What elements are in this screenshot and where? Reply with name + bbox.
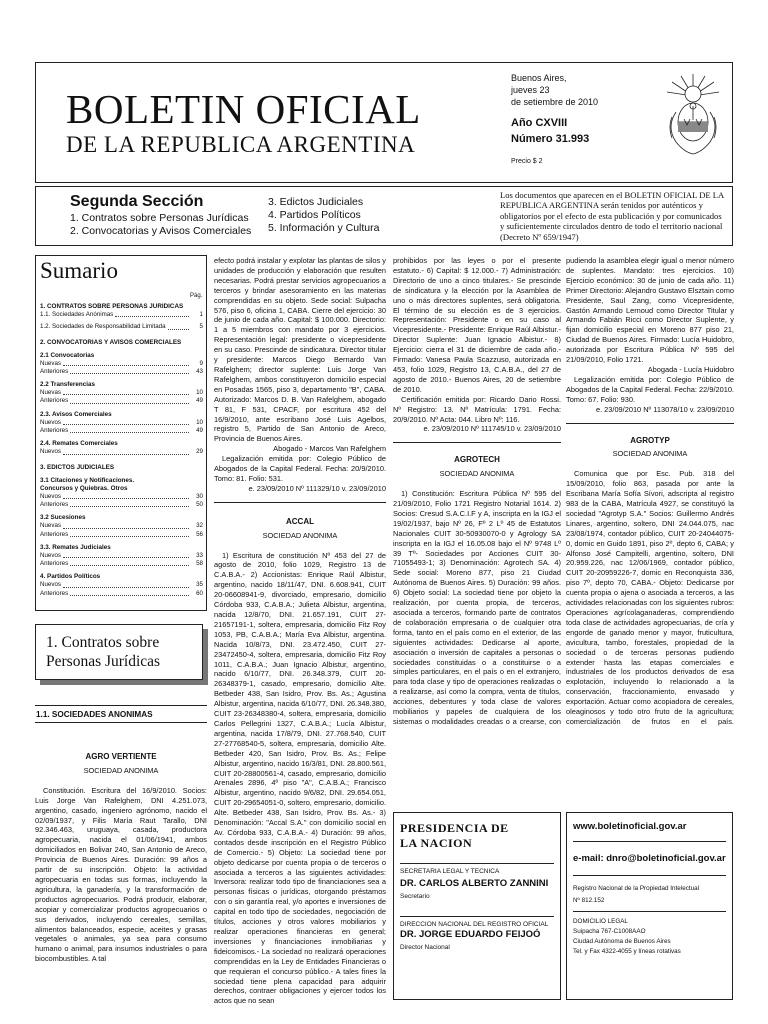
divider <box>573 911 726 912</box>
notice-divider <box>566 423 734 424</box>
sumario-row-label: Anteriores <box>40 500 69 508</box>
sumario-group-head: 3.2 Sucesiones <box>40 514 86 522</box>
notice-subheading: SOCIEDAD ANONIMA <box>612 449 688 459</box>
sumario-group-head: 3.3. Remates Judiciales <box>40 543 111 551</box>
section-box <box>35 624 203 680</box>
sumario-row-page: 33 <box>196 551 203 559</box>
notice-body: pudiendo la asamblea elegir igual o menor número de suplentes. Mandato: tres ejercicios. 10) Ejercicio económico: 30 de junio de cada año. 11) Primer Directorio: Alejandro Gustavo Elsztain como Presidente, Saul Zang, como Vicepresidente, Gastón Armando Lernoud como Director Titular y Armando Fabián Ricci como Director Suplente, y fijan domicilio especial en Moreno 877 piso 21, Ciudad de Buenos Aires. Firmado: Lucía Huidobro, autorizada por Escritura Pública Nº 595 del 21/09/2010, Folio 1721. <box>566 256 734 365</box>
official-name: DR. CARLOS ALBERTO ZANNINI <box>400 878 549 889</box>
sumario-row-label: Anteriores <box>40 397 69 405</box>
sumario-row[interactable] <box>40 560 203 568</box>
section-box-line: Personas Jurídicas <box>46 653 161 670</box>
notice-reference: e. 23/09/2010 Nº 111745/10 v. 23/09/2010 <box>423 424 561 434</box>
notice-divider <box>393 442 561 443</box>
notice-reference: e. 23/09/2010 Nº 113078/10 v. 23/09/2010 <box>595 404 734 414</box>
sumario-row[interactable] <box>40 501 203 509</box>
sumario-row-label: Nuevas <box>40 389 61 397</box>
sumario-group-head: 2.4. Remates Comerciales <box>40 440 118 448</box>
sumario-row-label: Anteriores <box>40 427 69 435</box>
office-name: SECRETARIA LEGAL Y TECNICA <box>400 868 500 875</box>
sumario-row-label: Nuevos <box>40 551 61 559</box>
masthead-price: Precio $ 2 <box>511 158 543 165</box>
notice-body: prohibidos por las leyes o por el presente estatuto.- 6) Capital: $ 12.000.- 7) Administración: Directorio de uno a cinco titulares.- Se prescinde de sindicatura y la elección por la Asamblea de uno o más directores suplentes, será obligatoria. El término de su elección es de 3 ejercicios. Representación: Presidente o en su caso al Vicepresidente.- Presidente: Enrique Raúl Albistur.- Director Suplente: Juan Ignacio Albistur.- 8) Ejercicio: cierra el 31 de diciembre de cada año.- Firmado: Vanesa Paula Scazzuso, autorizada en 453, folio 1029, Registro 13, C.A.B.A., del 27 de agosto de 2010.- Buenos Aires, 20 de setiembre de 2010. <box>393 256 561 394</box>
section-box-line: 1. Contratos sobre <box>46 634 160 651</box>
dot-leader <box>63 493 189 499</box>
presidency-title: PRESIDENCIA DE <box>400 821 509 835</box>
section-item: 3. Edictos Judiciales <box>268 196 364 208</box>
sumario-row-label: Nuevos <box>40 492 61 500</box>
notice-divider <box>214 502 386 503</box>
divider <box>400 863 554 864</box>
section-items-right <box>268 196 379 235</box>
column-2 <box>214 256 386 1007</box>
presidency-title: LA NACION <box>400 836 473 850</box>
sumario-group-head: 2.2 Transferencias <box>40 381 95 389</box>
sumario-group-head: 2.3. Avisos Comerciales <box>40 410 112 418</box>
notice-reference: e. 23/09/2010 Nº 111329/10 v. 23/09/2010 <box>248 483 386 493</box>
sumario-row-page: 58 <box>196 560 203 568</box>
sumario-row[interactable] <box>40 590 203 598</box>
subsection-title: 1.1. SOCIEDADES ANONIMAS <box>36 710 153 719</box>
sumario-row-page: 35 <box>196 581 203 589</box>
sumario-row-page: 1 <box>199 311 203 318</box>
sumario-row-page: 50 <box>196 500 203 508</box>
section-item: 2. Convocatorias y Avisos Comerciales <box>70 225 252 237</box>
dot-leader <box>63 360 189 366</box>
notice-body: 1) Constitución: Escritura Pública Nº 595 del 21/09/2010, Folio 1721 Registro Notarial 1614. 2) Socios: Cresud S.A.C.I.F y A, inscripta en la IGJ el 19/02/1937, bajo Nº 26, Fº 2 Lº 45 de Estatutos Nacionales CUIT 30-50930070-0 y Agrology SA inscripta en la IGJ el 16.05.08 bajo el Nº 9748 Lº 39 Tº- Sociedades por Acciones CUIT 30-71055493-1; 3) Denominación: Agrotech SA. 4) Sede social: Moreno 877, piso 21 Ciudad Autónoma de Buenos Aires. 5) Duración: 99 años. 6) Objeto social: La sociedad tiene por objeto la realización, por cuenta propia, de terceros, asociada a terceros, formando parte de contratos de colaboración empresaria o de cualquier otra forma, tanto en el país como en el exterior, de las siguientes actividades: Dedicarse al aporte, asociación o inversión de capitales a personas o sociedades constituidas o a constituirse o a simples particulares, en el país o en el extranjero, para toda clase y tipo de operaciones realizadas o a realizarse, así como la compra, venta de títulos, acciones, debentures y toda clase de valores mobiliarios y papeles de cualquiera de los sistemas o modalidades creadas o a crearse, con <box>393 489 561 726</box>
sumario-row-page: 10 <box>196 418 203 426</box>
email-link[interactable]: e-mail: dnro@boletinoficial.gov.ar <box>573 853 726 864</box>
divider <box>573 841 726 842</box>
sumario-row[interactable] <box>40 581 203 589</box>
sumario-row-page: 29 <box>196 448 203 456</box>
sumario-row-page: 60 <box>196 589 203 597</box>
sumario-row[interactable] <box>40 522 203 530</box>
column-4 <box>566 256 734 726</box>
sumario-row[interactable] <box>40 448 203 456</box>
notice-certification: Certificación emitida por: Ricardo Dario Rossi. Nº Registro: 13. Nº Matrícula: 1791. Fecha: 20/9/2010. Nº Acta: 044. Libro Nº: 116. <box>393 394 561 424</box>
divider <box>400 916 554 917</box>
dot-leader <box>63 552 189 558</box>
sumario-row[interactable] <box>40 311 203 319</box>
sumario-row-page: 10 <box>196 389 203 397</box>
legal-address-label: DOMICILIO LEGAL <box>573 918 628 925</box>
masthead-year: Año CXVIII <box>511 117 568 129</box>
sumario-title: Sumario <box>40 258 118 283</box>
sumario-row-page: 32 <box>196 522 203 530</box>
sumario-group-head: 4. Partidos Políticos <box>40 573 101 581</box>
sumario-row-page: 49 <box>196 397 203 405</box>
masthead-date-block <box>511 72 598 108</box>
sumario-row-page: 43 <box>196 367 203 375</box>
website-link[interactable]: www.boletinoficial.gov.ar <box>573 821 687 832</box>
section-item: 4. Partidos Políticos <box>268 209 361 221</box>
section-item: 5. Información y Cultura <box>268 222 380 234</box>
sumario-row-label: Nuevas <box>40 522 61 530</box>
notice-legalization: Legalización emitida por: Colegio Público de Abogados de la Capital Federal. Fecha: 22/9/2010. Tomo: 67. Folio: 930. <box>566 374 734 404</box>
dot-leader <box>70 368 189 374</box>
footer-contact-box <box>566 812 733 1000</box>
masthead-city: Buenos Aires, <box>511 73 567 83</box>
sumario-row-page: 5 <box>199 323 203 331</box>
sumario-row[interactable] <box>40 552 203 560</box>
notice-subheading: SOCIEDAD ANONIMA <box>83 765 159 775</box>
legal-address: Ciudad Autónoma de Buenos Aires <box>573 938 671 945</box>
sumario-row[interactable] <box>40 368 203 376</box>
notice-body: Comunica que por Esc. Pub. 318 del 15/09/2010, folio 863, pasada por ante la Escribana María Sofía Sívori, adscripta al registro 983 de la CABA, Matrícula 4927, se constituyó la sociedad "Agrotyp S.A." Socios: Guillermo Andrés Linares, argentino, soltero, DNI 24.044.075, nac 23/08/1974, contador público, CUIT 20-24044075-0, domic en Guido 1891, piso 2º, depto 6, CABA; y Alfonso José Campitelli, argentino, soltero, DNI 20.959.226, nac 12/06/1969, contador público, CUIT 20-20959226-7, domic en Reconquista 336, piso 7º, depto 70, CABA.- Objeto: Dedicarse por cuenta propia o ajena o asociada a terceros, a las actividades relacionadas con los siguientes rubros: Operaciones agrícolaganaderas, comprendiendo toda clase de actividades agropecuarias, de cría y engorde de ganado menor y mayor, fruticultura, avicultura, tambo, forestales, propiedad de la sociedad o de terceras personas pudiendo extender hasta las etapas comerciales e industriales de los productos derivados de esa explotación, incluyendo lo relacionado a la conservación, fraccionamiento, envasado y exportación. Actuar como acopiadora de cereales, oleaginosos y todo otro fruto de la agricultura; comercialización de frutos en el país. <box>566 469 734 726</box>
sumario-list <box>40 298 203 598</box>
subsection-rule <box>35 722 207 723</box>
sumario-row[interactable] <box>40 360 203 368</box>
official-role: Director Nacional <box>400 944 450 951</box>
section-title: Segunda Sección <box>70 193 204 210</box>
column-3 <box>393 256 561 726</box>
masthead-title: BOLETIN OFICIAL <box>66 86 421 132</box>
dot-leader <box>168 323 189 329</box>
sumario-row-label: Nuevas <box>40 359 61 367</box>
dot-leader <box>115 311 189 317</box>
official-name: DR. JORGE EDUARDO FEIJOÓ <box>400 929 541 940</box>
dot-leader <box>70 427 189 433</box>
notice-heading: ACCAL <box>286 516 314 526</box>
sumario-row[interactable] <box>40 323 203 331</box>
sumario-row-page: 49 <box>196 427 203 435</box>
sumario-group-head: 2. CONVOCATORIAS Y AVISOS COMERCIALES <box>40 338 182 346</box>
dot-leader <box>63 448 189 454</box>
sumario-row[interactable] <box>40 531 203 539</box>
sumario-row-label: Nuevos <box>40 581 61 589</box>
sumario-row-label: Anteriores <box>40 589 69 597</box>
sumario-row-label: 1.2. Sociedades de Responsabilidad Limitada <box>40 323 166 331</box>
dot-leader <box>70 590 189 596</box>
dot-leader <box>63 581 189 587</box>
notice-signature: Abogado - Marcos Van Rafelghem <box>273 444 386 454</box>
sumario-group-head: 2.1 Convocatorias <box>40 351 95 359</box>
notice-body: 1) Escritura de constitución Nº 453 del 27 de agosto de 2010, folio 1029, Registro 13 de C.A.B.A.- 2) Accionistas: Enrique Raúl Albistur, argentino, nacido 18/11/47, DNI. 6.608.941, CUIT 20-06608941-9, divorciado, empresario, domicilio Córdoba 933, C.A.B.A.; Julieta Albistur, argentina, nacida 12/8/70, DNI. 21.657.191, CUIT 27-21657191-1, soltera, empresaria, domicilio Fitz Roy 1053, PB, C.A.B.A.; María Eva Albistur, argentina. Nacida 10/8/73, DNI. 23.472.450, CUIT 27-23472450-4, soltera, empresaria, domicilio Fitz Roy 1011, C.A.B.A.; Juan Ignacio Albistur, argentino, nacido 6/10/77, DNI. 26.348.379, CUIT 20-26348379-1, casado, empresario, domicilio Alte. Betbeder 438, San Isidro, Prov. Bs. As.; Agustina Albistur, argentina, nacida 6/10/77, DNI. 26.348.380, CUIT 23-26348380-4, soltera, empresaria, domicilio Carlos Pellegrini 1327, C.A.B.A.; Lucía Albistur, argentina, nacida 17/8/79, DNI. 27.768.540, CUIT 27-27768540-5, soltera, empresaria, domicilio Alte. Betbeder 420, San Isidro, Prov. Bs. As.; Felipe Albistur, argentino, nacido 16/3/81, DNI. 28.800.561, CUIT 20-28800561-4, casado, empresario, domicilio Arenales 2896, 4º piso "A", C.A.B.A.; Francisco Albistur, argentino, nacido 9/6/82, DNI. 29.654.051, CUIT 20-29654051-0, soltero, empresario, domicilio. Alte. Betbeder 438, San Isidro, Prov. Bs. As.- 3) Denominación: "Accal S.A." con domicilio social en Av. Córdoba 933, C.A.B.A.- 4) Duración: 99 años, contados desde inscripción en el Registro Público de Comercio.- 5) Objeto: La sociedad tiene por objeto dedicarse por cuenta propia o de terceros o asociada a terceros a las siguientes actividades: Inversora: realizar todo tipo de financiaciones sea a personas físicas o jurídicas, otorgando préstamos con o sin garantía real, y/o aportes e inversiones de capital en todo tipo de sociedades, negociación de títulos, acciones y otros valores mobiliarios y realizar operaciones financieras en general; inversiones y financiaciones inmobiliarias y fideicomisos.- La sociedad no realizará operaciones comprendidas en la Ley de Entidades Financieras o que requieran el concurso público.- A tales fines la sociedad tiene plena capacidad para adquirir derechos, contraer obligaciones y ejercer todos los actos que no sean <box>214 550 386 1006</box>
sumario-group-head: 3. EDICTOS JUDICIALES <box>40 463 115 471</box>
notice-signature: Abogada - Lucía Huidobro <box>647 364 734 374</box>
notice-legalization: Legalización emitida por: Colegio Público de Abogados de la Capital Federal. Fecha: 20/9/2010. Tomo: 81. Folio: 531. <box>214 454 386 483</box>
dot-leader <box>70 501 189 507</box>
sumario-row[interactable] <box>40 397 203 405</box>
column-1 <box>35 752 207 1004</box>
dot-leader <box>63 522 189 528</box>
dot-leader <box>70 560 189 566</box>
official-role: Secretario <box>400 893 430 900</box>
notice-heading: AGROTYP <box>630 435 670 445</box>
sumario-row-page: 30 <box>196 492 203 500</box>
dot-leader <box>70 531 189 537</box>
phone-line: Tel. y Fax 4322-4055 y líneas rotativas <box>573 948 681 955</box>
sumario-row[interactable] <box>40 493 203 501</box>
notice-subheading: SOCIEDAD ANONIMA <box>439 469 515 479</box>
sumario-row[interactable] <box>40 389 203 397</box>
sumario-row-label: Anteriores <box>40 367 69 375</box>
sumario-row-label: Nuevos <box>40 418 61 426</box>
sumario-row[interactable] <box>40 419 203 427</box>
sumario-row-label: Anteriores <box>40 530 69 538</box>
notice-heading: AGRO VERTIENTE <box>85 752 157 761</box>
sumario-group-head: 3.1 Citaciones y Notificaciones. Concursos y Quiebras. Otros <box>40 476 135 492</box>
legal-notice: Los documentos que aparecen en el BOLETIN OFICIAL DE LA REPUBLICA ARGENTINA serán tenidos por auténticos y obligatorios por el efecto de esta publicación y por comunicados y suficientemente circulados dentro de todo el territorio nacional (Decreto Nº 659/1947) <box>500 190 724 242</box>
dot-leader <box>63 419 189 425</box>
section-items-left <box>70 212 251 238</box>
section-item: 1. Contratos sobre Personas Jurídicas <box>70 212 249 224</box>
sumario-row[interactable] <box>40 427 203 435</box>
sumario-row-label: 1.1. Sociedades Anónimas <box>40 311 114 318</box>
masthead-date: de setiembre de 2010 <box>511 97 599 107</box>
sumario-row-label: Anteriores <box>40 560 69 568</box>
sumario-group-head: 1. CONTRATOS SOBRE PERSONAS JURIDICAS <box>40 303 184 310</box>
masthead-weekday: jueves 23 <box>511 85 550 95</box>
sumario-pag-label: Pág. <box>190 293 203 299</box>
subsection-rule <box>35 705 207 706</box>
sumario-row-page: 9 <box>199 359 203 367</box>
registry-line: Registro Nacional de la Propiedad Intelectual <box>573 885 700 892</box>
dot-leader <box>63 389 189 395</box>
footer-presidency-box <box>393 812 561 1000</box>
coat-of-arms-icon <box>660 72 726 162</box>
divider <box>573 875 726 876</box>
legal-address: Suipacha 767-C1008AAO <box>573 928 646 935</box>
notice-body: Constitución. Escritura del 16/9/2010. Socios: Luis Jorge Van Rafelghem, DNI 4.251.073, argentino, casado, ingeniero agrónomo, nacido el 02/09/1937, y Filis María Raut Tarallo, DNI 92.346.463, uruguaya, casada, productora agropecuaria, nacida el 01/06/1941, ambos domiciliados en Bolivar 240, San Antonio de Areco, Provincia de Buenos Aires. Duración: 99 años a partir de su inscripción. Objeto: la actividad agropecuaria en todas sus formas, incluyendo la agricultura, la ganadería, y la transformación de productos agropecuarios. Podrá producir, elaborar, acopiar y comercializar productos agropecuarios o sus derivados, incluyendo cereales, semillas, alimentos balanceados, especie, aceites y grasas vegetales o animales, ya sea para consumo humano o animal, para insumos industriales o para biocombustibles. A tal <box>35 785 207 964</box>
sumario-row-label: Nuevos <box>40 448 61 456</box>
masthead-subtitle: DE LA REPUBLICA ARGENTINA <box>66 132 416 157</box>
registry-number: Nº 812.152 <box>573 897 605 904</box>
notice-subheading: SOCIEDAD ANONIMA <box>262 530 338 540</box>
notice-heading: AGROTECH <box>454 455 500 465</box>
masthead-number: Número 31.993 <box>511 133 590 145</box>
dot-leader <box>70 397 189 403</box>
sumario-row-page: 56 <box>196 530 203 538</box>
office-name: DIRECCION NACIONAL DEL REGISTRO OFICIAL <box>400 921 549 928</box>
notice-body: efecto podrá instalar y explotar las plantas de silos y unidades de producción y elaboración que resulten necesarias. Podrá prestar servicios agropecuarios a terceros y brindar asesoramiento en las materias comprendidas en su objeto. Sede social: Sulpacha 576, piso 6, oficina 1, CABA. Cierre del ejercicio: 30 de junio de cada año. Capital: $ 100.000. Directorio: 1 a 5 miembros con mandato por 3 ejercicios. Representación legal: presidente o vicepresidente en su caso. Prescinde de sindicatura. Director titular y presidente: Marcos Diego Bernardo Van Rafelghem; director suplente: Luis Jorge Van Rafelghem, ambos constituyeron domicilio especial en Posadas 1565, piso 3, departamento "B", CABA. Autorizado: Marcos D. B. Van Rafelghem, abogado T 81, F 531, CPACF, por escritura 452 del 16/9/2010, ante escribano José Luis Agelbos, registro 5, Partido de San Antonio de Areco, Provincia de Buenos Aires. <box>214 256 386 444</box>
